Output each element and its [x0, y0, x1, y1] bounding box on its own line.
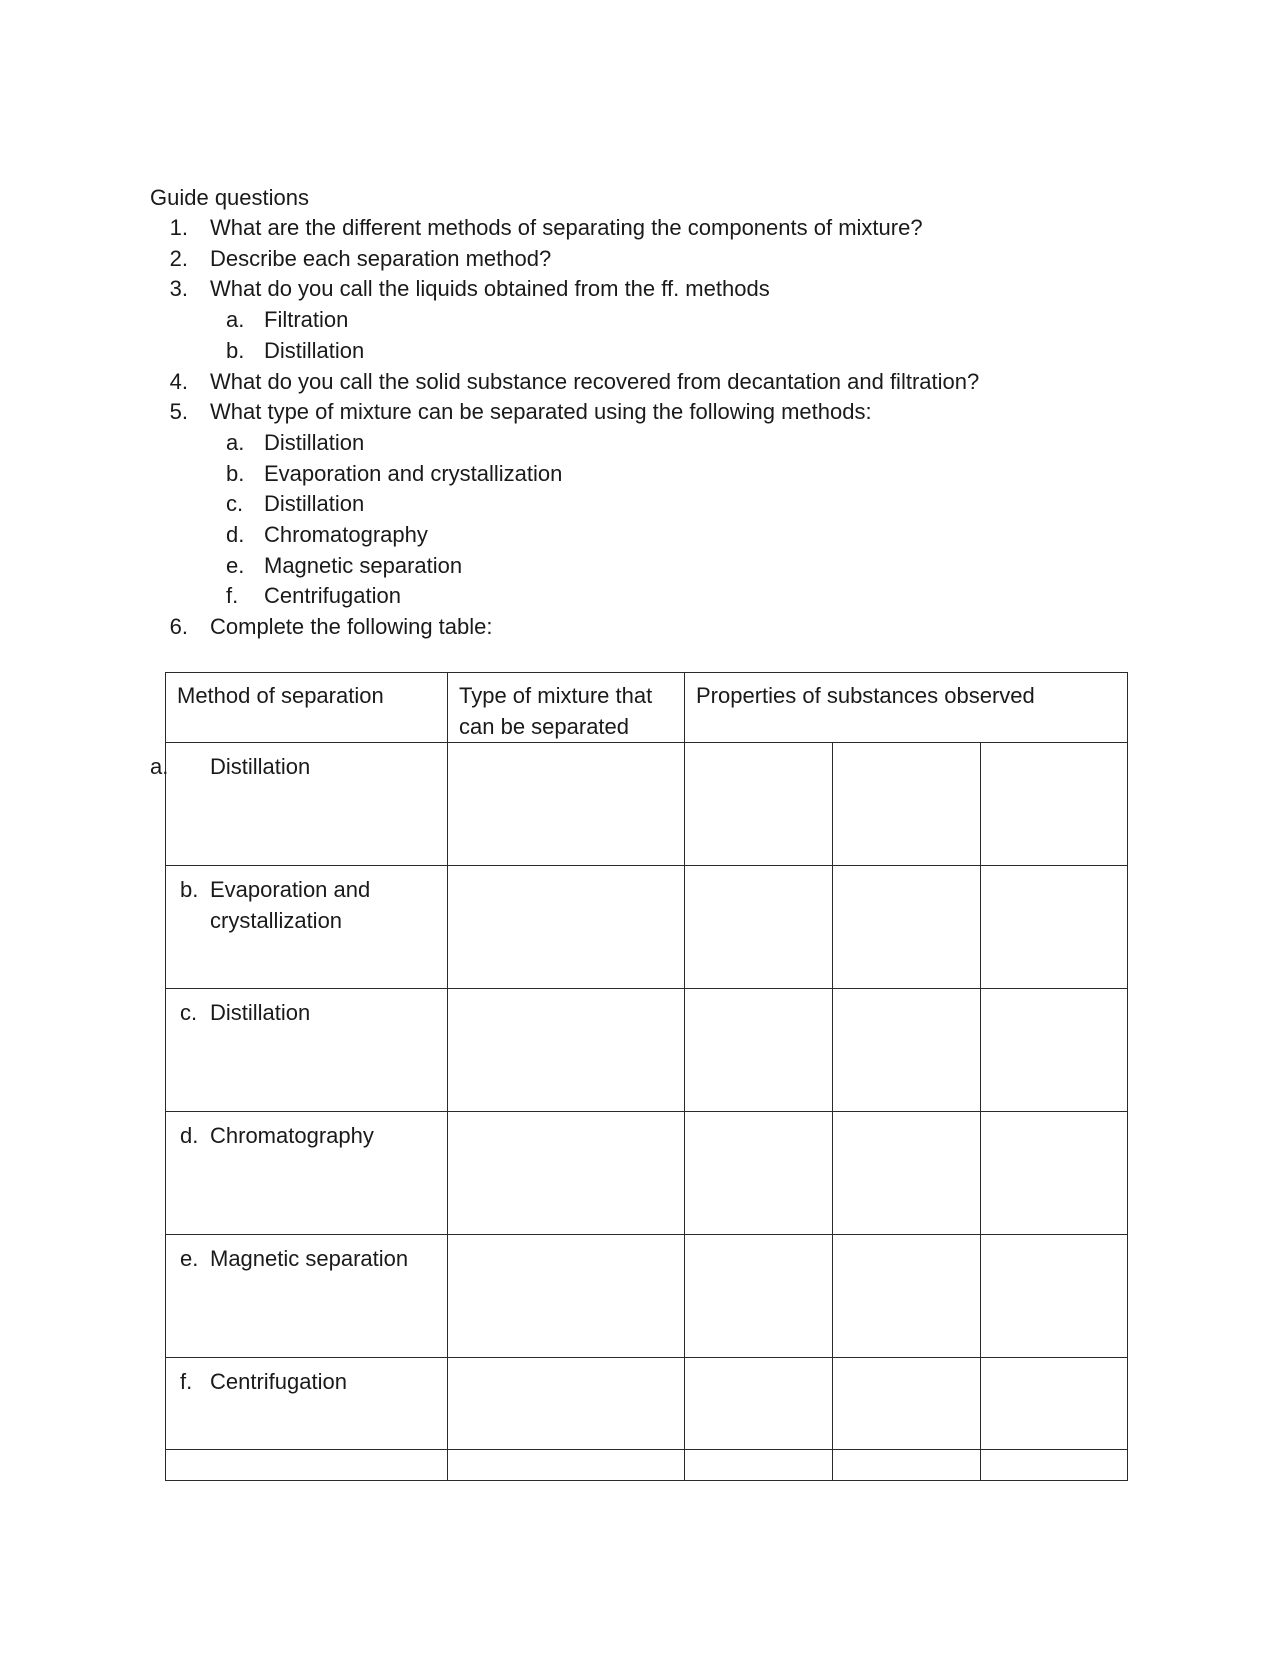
- header-method-of-separation: [166, 673, 448, 743]
- sub-question-item: [226, 428, 979, 459]
- blank-cell[interactable]: [166, 1450, 448, 1481]
- sub-question-text: Filtration: [264, 307, 349, 333]
- property-answer-cell[interactable]: [981, 743, 1128, 866]
- question-text: What do you call the solid substance recovered from decantation and filtration?: [210, 368, 980, 394]
- method-label: e.: [180, 1246, 199, 1271]
- property-answer-cell[interactable]: [685, 1112, 833, 1235]
- question-number: 4.: [169, 368, 188, 394]
- sub-question-item: [226, 489, 979, 520]
- method-label: b.: [180, 877, 199, 902]
- sub-question-item: [226, 336, 979, 367]
- property-answer-cell[interactable]: [685, 866, 833, 989]
- type-of-mixture-answer-cell[interactable]: [448, 1112, 685, 1235]
- property-answer-cell[interactable]: [833, 866, 981, 989]
- method-name: Chromatography: [210, 1123, 374, 1148]
- sub-question-label: d.: [226, 522, 245, 548]
- blank-cell[interactable]: [833, 1450, 981, 1481]
- question-2: [150, 244, 979, 275]
- property-answer-cell[interactable]: [833, 989, 981, 1112]
- sub-question-text: Magnetic separation: [264, 552, 463, 578]
- property-answer-cell[interactable]: [981, 1235, 1128, 1358]
- blank-cell[interactable]: [448, 1450, 685, 1481]
- table-row: [166, 1112, 1128, 1235]
- separation-methods-table: [150, 672, 1128, 1481]
- blank-cell[interactable]: [981, 1450, 1128, 1481]
- sub-question-text: Distillation: [264, 337, 365, 363]
- question-3: [150, 274, 979, 366]
- method-name: Centrifugation: [210, 1369, 347, 1394]
- property-answer-cell[interactable]: [981, 1358, 1128, 1450]
- sub-question-text: Distillation: [264, 429, 365, 455]
- header-properties-observed: [685, 673, 1128, 743]
- question-6: [150, 612, 979, 643]
- property-answer-cell[interactable]: [685, 1235, 833, 1358]
- sub-question-item: [226, 520, 979, 551]
- table-row: [166, 866, 1128, 989]
- question-1: [150, 213, 979, 244]
- type-of-mixture-answer-cell[interactable]: [448, 1358, 685, 1450]
- method-cell: [166, 1235, 448, 1358]
- method-name: Distillation: [210, 754, 311, 779]
- sub-question-item: [226, 581, 979, 612]
- method-name: Magnetic separation: [210, 1246, 409, 1271]
- question-number: 1.: [169, 215, 188, 240]
- property-answer-cell[interactable]: [981, 866, 1128, 989]
- method-cell: [166, 989, 448, 1112]
- question-text: Describe each separation method?: [210, 245, 552, 271]
- type-of-mixture-answer-cell[interactable]: [448, 743, 685, 866]
- method-cell: [166, 1112, 448, 1235]
- sub-question-label: b.: [226, 337, 245, 363]
- sub-question-text: Chromatography: [264, 522, 428, 548]
- property-answer-cell[interactable]: [833, 743, 981, 866]
- property-answer-cell[interactable]: [981, 989, 1128, 1112]
- sub-question-text: Centrifugation: [264, 583, 401, 609]
- table-row: [166, 1235, 1128, 1358]
- property-answer-cell[interactable]: [685, 743, 833, 866]
- table-row: [166, 743, 1128, 866]
- sub-question-item: [226, 551, 979, 582]
- question-text: What do you call the liquids obtained from the ff. methods: [210, 276, 770, 302]
- property-answer-cell[interactable]: [833, 1235, 981, 1358]
- question-number: 3.: [169, 276, 188, 302]
- sub-question-item: [226, 459, 979, 490]
- header-method-text: Method of separation: [177, 683, 384, 708]
- question-4: [150, 367, 979, 398]
- sub-question-item: [226, 305, 979, 336]
- property-answer-cell[interactable]: [685, 1358, 833, 1450]
- method-label: d.: [180, 1123, 199, 1148]
- method-cell: [150, 743, 448, 866]
- question-text: Complete the following table:: [210, 614, 493, 640]
- question-number: 6.: [169, 614, 188, 640]
- method-name: Evaporation and: [210, 877, 371, 902]
- sub-question-label: c.: [226, 491, 244, 517]
- sub-question-list: [150, 305, 979, 366]
- guide-questions-list: [150, 213, 979, 643]
- guide-questions-heading: Guide questions: [150, 185, 309, 210]
- question-text: What type of mixture can be separated using the following methods:: [210, 399, 872, 425]
- header-properties-text: Properties of substances observed: [696, 683, 1035, 708]
- header-type-line-1: Type of mixture that: [459, 683, 653, 708]
- header-type-of-mixture: [448, 673, 685, 743]
- question-number: 2.: [169, 245, 188, 271]
- question-5: [150, 397, 979, 612]
- blank-cell[interactable]: [685, 1450, 833, 1481]
- method-cell: [166, 1358, 448, 1450]
- method-label: f.: [180, 1369, 193, 1394]
- sub-question-text: Evaporation and crystallization: [264, 460, 563, 486]
- sub-question-label: a.: [226, 429, 245, 455]
- sub-question-label: e.: [226, 552, 245, 578]
- sub-question-label: a.: [226, 307, 245, 333]
- header-type-line-2: can be separated: [459, 714, 630, 739]
- property-answer-cell[interactable]: [833, 1358, 981, 1450]
- method-label: c.: [180, 1000, 198, 1025]
- method-name-continued: crystallization: [210, 908, 343, 933]
- method-cell: [166, 866, 448, 989]
- property-answer-cell[interactable]: [981, 1112, 1128, 1235]
- sub-question-label: b.: [226, 460, 245, 486]
- property-answer-cell[interactable]: [833, 1112, 981, 1235]
- property-answer-cell[interactable]: [685, 989, 833, 1112]
- type-of-mixture-answer-cell[interactable]: [448, 989, 685, 1112]
- method-label: a.: [150, 754, 169, 779]
- table-row: [166, 1358, 1128, 1450]
- method-name: Distillation: [210, 1000, 311, 1025]
- sub-question-list: [150, 428, 979, 612]
- type-of-mixture-answer-cell[interactable]: [448, 1235, 685, 1358]
- sub-question-label: f.: [226, 583, 239, 609]
- sub-question-text: Distillation: [264, 491, 365, 517]
- question-text: What are the different methods of separating the components of mixture?: [210, 215, 923, 240]
- type-of-mixture-answer-cell[interactable]: [448, 866, 685, 989]
- table-row-blank: [166, 1450, 1128, 1481]
- header-type-text: [448, 673, 684, 742]
- table-header-row: [166, 673, 1128, 743]
- question-number: 5.: [169, 399, 188, 425]
- table-row: [166, 989, 1128, 1112]
